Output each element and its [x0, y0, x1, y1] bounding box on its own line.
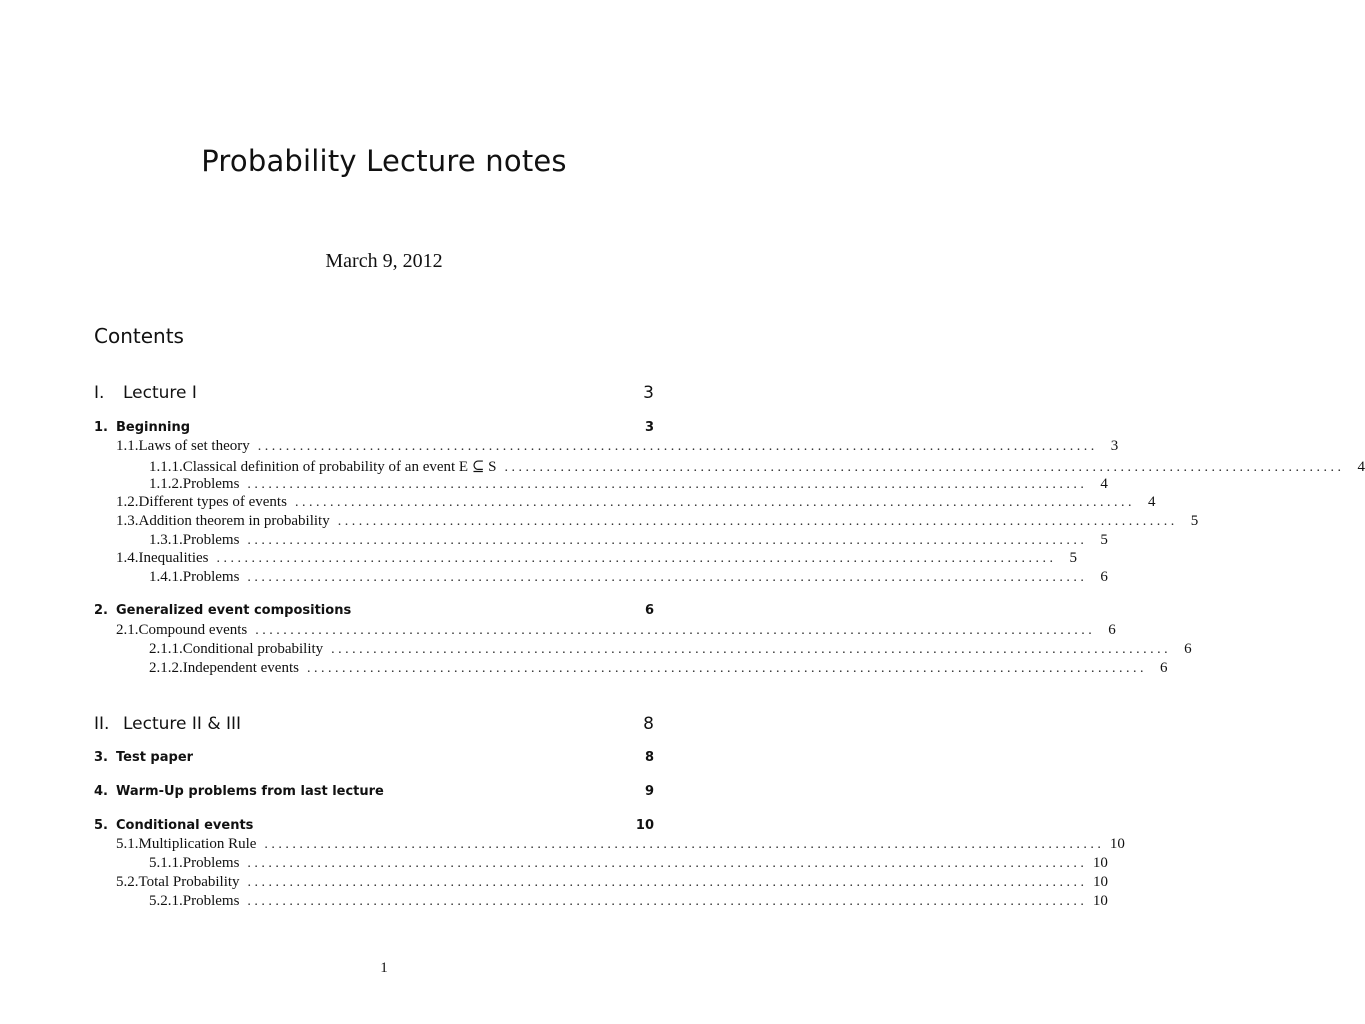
- toc-entry-page: 6: [1184, 641, 1192, 657]
- toc-entry-number: 1.1.1.: [149, 459, 183, 475]
- toc-entry-label: Different types of events: [138, 494, 287, 510]
- toc-entry-section[interactable]: [94, 622, 1116, 639]
- toc-entry-subsection[interactable]: [94, 660, 1168, 677]
- toc-entry-section[interactable]: [94, 874, 1109, 891]
- toc-entry-section[interactable]: [94, 438, 1119, 455]
- contents-heading: Contents: [94, 324, 184, 348]
- toc-entry-number: 1.3.: [116, 513, 139, 529]
- toc-entry-label: Addition theorem in probability: [138, 513, 330, 529]
- toc-entry-label: Problems: [182, 476, 240, 492]
- toc-entry-chapter[interactable]: [94, 750, 654, 765]
- dot-leader: . . . . . . . . . . . . . . . . . . . . . . . . . . . . . . . . . . . . . . . . . . . . . . . . . . . . . . . . . . . . . . . . . . . . . . . . . . . . . . . . . . . . . . . . . . . . . . . . . . . . . . . . . . . . . . . . . . . . . . . .: [294, 495, 1132, 510]
- toc-entry-page: 3: [643, 383, 654, 403]
- toc-entry-subsection[interactable]: [94, 855, 1108, 872]
- dot-leader: . . . . . . . . . . . . . . . . . . . . . . . . . . . . . . . . . . . . . . . . . . . . . . . . . . . . . . . . . . . . . . . . . . . . . . . . . . . . . . . . . . . . . . . . . . . . . . . . . . . . . . . . . . . . . . . . . . . . . . . .: [247, 894, 1084, 909]
- toc-entry-page: 4: [1147, 494, 1156, 510]
- dot-leader: . . . . . . . . . . . . . . . . . . . . . . . . . . . . . . . . . . . . . . . . . . . . . . . . . . . . . . . . . . . . . . . . . . . . . . . . . . . . . . . . . . . . . . . . . . . . . . . . . . . . . . . . . . . . . . . . . . . . . . . .: [306, 661, 1144, 676]
- toc-entry-number: 1.4.: [116, 550, 139, 566]
- toc-entry-label: Multiplication Rule: [138, 836, 257, 852]
- toc-entry-part[interactable]: [94, 383, 654, 403]
- toc-entry-label: Laws of set theory: [138, 438, 250, 454]
- toc-entry-chapter[interactable]: [94, 420, 654, 435]
- toc-entry-label: Lecture I: [123, 383, 197, 403]
- toc-entry-page: 10: [1092, 855, 1108, 871]
- dot-leader: . . . . . . . . . . . . . . . . . . . . . . . . . . . . . . . . . . . . . . . . . . . . . . . . . . . . . . . . . . . . . . . . . . . . . . . . . . . . . . . . . . . . . . . . . . . . . . . . . . . . . . . . . . . . . . . . . . . . . . . .: [337, 514, 1175, 529]
- dot-leader: . . . . . . . . . . . . . . . . . . . . . . . . . . . . . . . . . . . . . . . . . . . . . . . . . . . . . . . . . . . . . . . . . . . . . . . . . . . . . . . . . . . . . . . . . . . . . . . . . . . . . . . . . . . . . . . . . . . . . . . .: [255, 623, 1092, 638]
- toc-entry-page: 6: [644, 603, 654, 618]
- dot-leader: . . . . . . . . . . . . . . . . . . . . . . . . . . . . . . . . . . . . . . . . . . . . . . . . . . . . . . . . . . . . . . . . . . . . . . . . . . . . . . . . . . . . . . . . . . . . . . . . . . . . . . . . . . . . . . . . . . . . . . . .: [504, 460, 1342, 475]
- document-date: March 9, 2012: [325, 250, 443, 272]
- toc-entry-label: Problems: [182, 532, 240, 548]
- toc-entry-chapter[interactable]: [94, 818, 654, 833]
- toc-entry-label: Inequalities: [138, 550, 209, 566]
- toc-entry-number: II.: [94, 714, 110, 734]
- toc-entry-page: 9: [644, 784, 654, 799]
- toc-entry-label: Test paper: [116, 750, 194, 765]
- toc-entry-page: 6: [1159, 660, 1168, 676]
- toc-entry-label: Compound events: [138, 622, 248, 638]
- toc-entry-number: 5.1.: [116, 836, 139, 852]
- toc-entry-page: 4: [1100, 476, 1108, 492]
- dot-leader: . . . . . . . . . . . . . . . . . . . . . . . . . . . . . . . . . . . . . . . . . . . . . . . . . . . . . . . . . . . . . . . . . . . . . . . . . . . . . . . . . . . . . . . . . . . . . . . . . . . . . . . . . . . . . . . . . . . . . . . .: [331, 642, 1168, 657]
- toc-entry-subsection[interactable]: [94, 569, 1108, 586]
- toc-entry-page: 6: [1100, 569, 1108, 585]
- toc-entry-subsection[interactable]: [94, 532, 1108, 549]
- toc-entry-number: I.: [94, 383, 105, 403]
- toc-entry-page: 8: [643, 714, 654, 734]
- toc-entry-page: 10: [1109, 836, 1125, 852]
- toc-entry-label: Total Probability: [138, 874, 240, 890]
- toc-entry-page: 10: [1092, 893, 1108, 909]
- toc-entry-subsection[interactable]: [94, 476, 1108, 493]
- toc-entry-page: 3: [644, 420, 654, 435]
- toc-entry-label: Generalized event compositions: [116, 603, 352, 618]
- toc-entry-number: 2.1.: [116, 622, 139, 638]
- toc-entry-number: 1.1.: [116, 438, 139, 454]
- toc-entry-page: 10: [635, 818, 654, 833]
- toc-entry-subsection[interactable]: [94, 457, 1365, 476]
- toc-entry-page: 5: [1190, 513, 1199, 529]
- toc-entry-number: 1.4.1.: [149, 569, 183, 585]
- toc-entry-subsection[interactable]: [94, 893, 1108, 910]
- dot-leader: . . . . . . . . . . . . . . . . . . . . . . . . . . . . . . . . . . . . . . . . . . . . . . . . . . . . . . . . . . . . . . . . . . . . . . . . . . . . . . . . . . . . . . . . . . . . . . . . . . . . . . . . . . . . . . . . . . . . . . . .: [257, 439, 1095, 454]
- toc-entry-number: 2.: [94, 603, 108, 618]
- toc-entry-number: 1.1.2.: [149, 476, 183, 492]
- toc-entry-page: 6: [1108, 622, 1116, 638]
- toc-entry-label: Problems: [182, 893, 240, 909]
- toc-entry-page: 5: [1100, 532, 1108, 548]
- toc-entry-section[interactable]: [94, 513, 1199, 530]
- dot-leader: . . . . . . . . . . . . . . . . . . . . . . . . . . . . . . . . . . . . . . . . . . . . . . . . . . . . . . . . . . . . . . . . . . . . . . . . . . . . . . . . . . . . . . . . . . . . . . . . . . . . . . . . . . . . . . . . . . . . . . . .: [247, 477, 1084, 492]
- toc-entry-label: Warm-Up problems from last lecture: [116, 784, 384, 799]
- toc-entry-page: 4: [1357, 459, 1365, 475]
- toc-entry-number: 2.1.2.: [149, 660, 183, 676]
- toc-entry-page: 3: [1110, 438, 1119, 454]
- document-title: Probability Lecture notes: [201, 144, 567, 178]
- toc-entry-page: 10: [1093, 874, 1109, 890]
- toc-entry-number: 2.1.1.: [149, 641, 183, 657]
- toc-entry-section[interactable]: [94, 494, 1156, 511]
- toc-entry-chapter[interactable]: [94, 784, 654, 799]
- dot-leader: . . . . . . . . . . . . . . . . . . . . . . . . . . . . . . . . . . . . . . . . . . . . . . . . . . . . . . . . . . . . . . . . . . . . . . . . . . . . . . . . . . . . . . . . . . . . . . . . . . . . . . . . . . . . . . . . . . . . . . . .: [264, 837, 1101, 852]
- page-number: 1: [380, 960, 388, 976]
- toc-entry-section[interactable]: [94, 550, 1077, 567]
- dot-leader: . . . . . . . . . . . . . . . . . . . . . . . . . . . . . . . . . . . . . . . . . . . . . . . . . . . . . . . . . . . . . . . . . . . . . . . . . . . . . . . . . . . . . . . . . . . . . . . . . . . . . . . . . . . . . . . . . . . . . . . .: [247, 875, 1085, 890]
- toc-entry-subsection[interactable]: [94, 641, 1192, 658]
- toc-entry-number: 5.2.: [116, 874, 139, 890]
- toc-entry-label: Lecture II & III: [123, 714, 242, 734]
- dot-leader: . . . . . . . . . . . . . . . . . . . . . . . . . . . . . . . . . . . . . . . . . . . . . . . . . . . . . . . . . . . . . . . . . . . . . . . . . . . . . . . . . . . . . . . . . . . . . . . . . . . . . . . . . . . . . . . . . . . . . . . .: [247, 533, 1084, 548]
- dot-leader: . . . . . . . . . . . . . . . . . . . . . . . . . . . . . . . . . . . . . . . . . . . . . . . . . . . . . . . . . . . . . . . . . . . . . . . . . . . . . . . . . . . . . . . . . . . . . . . . . . . . . . . . . . . . . . . . . . . . . . . .: [247, 856, 1084, 871]
- toc-entry-page: 8: [644, 750, 654, 765]
- toc-entry-label: Problems: [182, 855, 240, 871]
- toc-entry-label: Classical definition of probability of an event E ⊆ S: [182, 459, 497, 475]
- toc-entry-number: 1.2.: [116, 494, 139, 510]
- toc-entry-number: 1.: [94, 420, 108, 435]
- toc-entry-page: 5: [1069, 550, 1077, 566]
- toc-entry-label: Problems: [182, 569, 240, 585]
- toc-entry-section[interactable]: [94, 836, 1125, 853]
- toc-entry-label: Independent events: [182, 660, 299, 676]
- toc-entry-number: 3.: [94, 750, 108, 765]
- toc-entry-label: Beginning: [116, 420, 191, 435]
- toc-entry-number: 5.1.1.: [149, 855, 183, 871]
- toc-entry-number: 4.: [94, 784, 108, 799]
- toc-entry-label: Conditional probability: [182, 641, 324, 657]
- toc-entry-part[interactable]: [94, 714, 654, 734]
- dot-leader: . . . . . . . . . . . . . . . . . . . . . . . . . . . . . . . . . . . . . . . . . . . . . . . . . . . . . . . . . . . . . . . . . . . . . . . . . . . . . . . . . . . . . . . . . . . . . . . . . . . . . . . . . . . . . . . . . . . . . . . .: [247, 570, 1084, 585]
- toc-entry-number: 5.: [94, 818, 108, 833]
- toc-entry-label: Conditional events: [116, 818, 254, 833]
- toc-entry-chapter[interactable]: [94, 603, 654, 618]
- dot-leader: . . . . . . . . . . . . . . . . . . . . . . . . . . . . . . . . . . . . . . . . . . . . . . . . . . . . . . . . . . . . . . . . . . . . . . . . . . . . . . . . . . . . . . . . . . . . . . . . . . . . . . . . . . . . . . . . . . . . . . . .: [216, 551, 1053, 566]
- toc-entry-number: 1.3.1.: [149, 532, 183, 548]
- toc-entry-number: 5.2.1.: [149, 893, 183, 909]
